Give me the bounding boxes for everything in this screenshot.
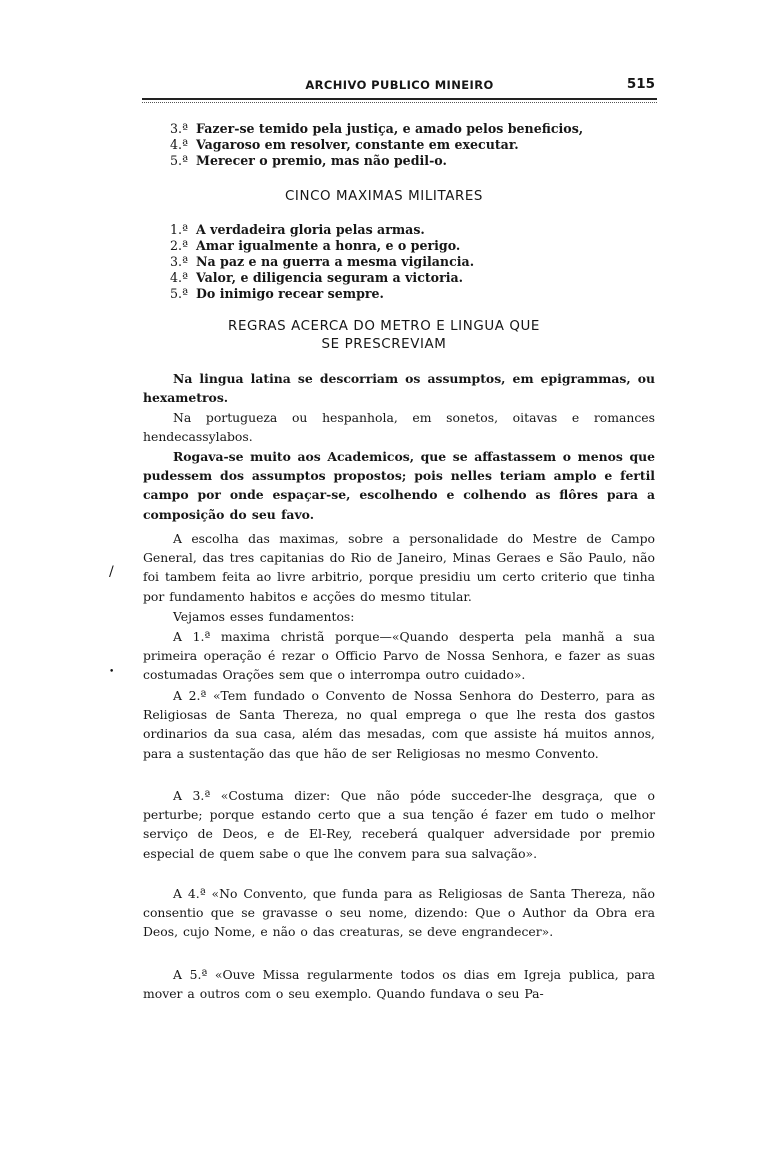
paragraph: A 1.ª maxima christã porque—«Quando desperta pela manhã a sua primeira operação é rezar o Officio Parvo de Nossa Senhora, e fazer as suas costumadas Orações sem que o interrompa outro cuidado». bbox=[143, 629, 655, 683]
section-heading-metre-rules bbox=[0, 318, 768, 354]
paragraph: A escolha das maximas, sobre a personalidade do Mestre de Campo General, das tres capitanias do Rio de Janeiro, Minas Geraes e São Paulo, não foi tambem feita ao livre arbitrio, porque presidiu um certo criterio que tinha por fundamento habitos e acções do mesmo titular. bbox=[143, 531, 655, 604]
paragraph: Na portugueza ou hespanhola, em sonetos, oitavas e romances hendecassylabos. bbox=[143, 410, 655, 445]
paragraph: A 5.ª «Ouve Missa regularmente todos os dias em Igreja publica, para mover a outros com o seu exemplo. Quando fundava o seu Pa- bbox=[143, 967, 655, 1002]
margin-mark: / bbox=[109, 564, 114, 580]
heading-line: REGRAS ACERCA DO METRO E LINGUA QUE bbox=[228, 319, 540, 334]
page-number: 515 bbox=[626, 76, 655, 92]
list-item: 5.ª Do inimigo recear sempre. bbox=[170, 286, 384, 301]
paragraph: Vejamos esses fundamentos: bbox=[173, 609, 355, 624]
section-heading-military-maxims: CINCO MAXIMAS MILITARES bbox=[284, 189, 484, 204]
list-item: 3.ª Na paz e na guerra a mesma vigilancia. bbox=[170, 254, 475, 269]
list-item: 4.ª Vagaroso em resolver, constante em executar. bbox=[170, 137, 519, 152]
list-item: 3.ª Fazer-se temido pela justiça, e amado pelos beneficios, bbox=[170, 121, 584, 136]
list-item: 1.ª A verdadeira gloria pelas armas. bbox=[170, 222, 425, 237]
maxims-list-continued bbox=[170, 121, 583, 169]
paragraph: Na lingua latina se descorriam os assumptos, em epigrammas, ou hexametros. bbox=[143, 371, 655, 406]
header-rule bbox=[142, 98, 657, 103]
heading-line: SE PRESCREVIAM bbox=[321, 337, 447, 352]
paragraph: A 2.ª «Tem fundado o Convento de Nossa Senhora do Desterro, para as Religiosas de Santa Thereza, no qual emprega o que lhe resta dos gastos ordinarios da sua casa, além das mesadas, com que assiste há muitos annos, para a sustentação das que hão de ser Religiosas no mesmo Convento. bbox=[143, 688, 655, 761]
paragraph: A 4.ª «No Convento, que funda para as Religiosas de Santa Thereza, não consentio que se gravasse o seu nome, dizendo: Que o Author da Obra era Deos, cujo Nome, e não o das creaturas, se deve engrandecer». bbox=[143, 886, 655, 940]
paragraph: A 3.ª «Costuma dizer: Que não póde succeder-lhe desgraça, que o perturbe; porque estando certo que a sua tenção é fazer em tudo o melhor serviço de Deos, e de El-Rey, receberá qualquer adversidade por premio especial de quem sabe o que lhe convem para sua salvação». bbox=[143, 788, 655, 861]
list-item: 5.ª Merecer o premio, mas não pedil-o. bbox=[170, 153, 447, 168]
running-title: ARCHIVO PUBLICO MINEIRO bbox=[305, 78, 494, 92]
list-item: 2.ª Amar igualmente a honra, e o perigo. bbox=[170, 238, 461, 253]
military-maxims-list bbox=[170, 222, 474, 302]
paragraph: Rogava-se muito aos Academicos, que se affastassem o menos que pudessem dos assumptos propostos; pois nelles teriam amplo e fertil campo por onde espaçar-se, escolhendo e colhendo as flôres para a composição do seu favo. bbox=[143, 449, 655, 522]
list-item: 4.ª Valor, e diligencia seguram a victoria. bbox=[170, 270, 464, 285]
margin-dot: • bbox=[109, 667, 115, 677]
page-header bbox=[142, 76, 657, 102]
